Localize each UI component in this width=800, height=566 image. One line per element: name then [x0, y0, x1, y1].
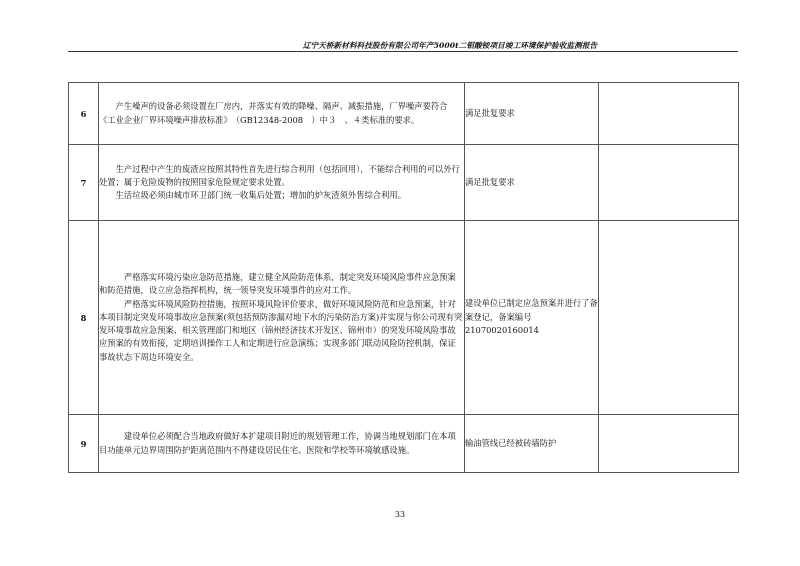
table-row	[69, 415, 739, 473]
requirement-paragraph: 严格落实环境污染应急防范措施，建立健全风险防范体系，制定突发环境风险事件应急预案和防范措施，设立应急指挥机构，统一领导突发环境事件的应对工作。	[99, 272, 456, 296]
page-number: 33	[394, 510, 406, 519]
requirement-cell	[99, 221, 465, 415]
requirement-paragraph: 产生噪声的设备必须设置在厂房内，并落实有效的降噪、隔声、减振措施，厂界噪声要符合《工业企业厂界环境噪声排放标准》 （GB12348-2008 ）中３ 、４类标准的要求。	[99, 101, 448, 125]
requirement-paragraph: 生活垃圾必须由城市环卫部门统一收集后处置；增加的炉灰渣须外售综合利用。	[115, 190, 406, 201]
requirement-cell	[99, 83, 465, 145]
remarks-cell	[599, 221, 739, 415]
row-number: 7	[69, 145, 99, 221]
implementation-status: 满足批复要求	[465, 83, 599, 145]
row-number: 6	[69, 83, 99, 145]
implementation-status: 满足批复要求	[465, 145, 599, 221]
requirement-cell	[99, 145, 465, 221]
requirement-paragraph: 建设单位必须配合当地政府做好本扩建项目附近的规划管理工作，协调当地规划部门在本项目功能单元边界周围防护距离范围内不得建设居民住宅、医院和学校等环境敏感设施。	[99, 431, 456, 455]
remarks-cell	[599, 83, 739, 145]
table-row	[69, 145, 739, 221]
row-number: 9	[69, 415, 99, 473]
table-row	[69, 83, 739, 145]
remarks-cell	[599, 145, 739, 221]
implementation-status: 输油管线已经被砖墙防护	[465, 415, 599, 473]
requirement-paragraph: 生产过程中产生的废渣应按照其特性首先进行综合利用（包括回用），不能综合利用的可以外行处置；属于危险废物的按照国家危险规定要求处置。	[99, 163, 460, 187]
table-row	[69, 221, 739, 415]
requirement-cell	[99, 415, 465, 473]
compliance-table	[68, 82, 739, 473]
row-number: 8	[69, 221, 99, 415]
remarks-cell	[599, 415, 739, 473]
implementation-status: 建设单位已制定应急预案并进行了备案登记，备案编号21070020160014	[465, 221, 599, 415]
report-header-title: 辽宁天桥新材料科技股份有限公司年产5000t二钼酸铵项目竣工环境保护验收监测报告	[302, 41, 598, 50]
header-divider	[68, 51, 738, 52]
requirement-paragraph: 严格落实环境风险防控措施，按照环境风险评价要求，做好环境风险防范和应急预案，针对本项目制定突发环境事故应急预案(须包括预防渗漏对地下水的污染防治方案)并实现与你公司现有突发环境事故应急预案、相关管理部门和地区（锦州经济技术开发区、锦州市）的突发环境风险事故应预案的有效衔接，定期培训操作工人和定期进行应急演练；实现多部门联动风险防控机制，保证事故状态下周边环境安全。	[99, 298, 463, 362]
